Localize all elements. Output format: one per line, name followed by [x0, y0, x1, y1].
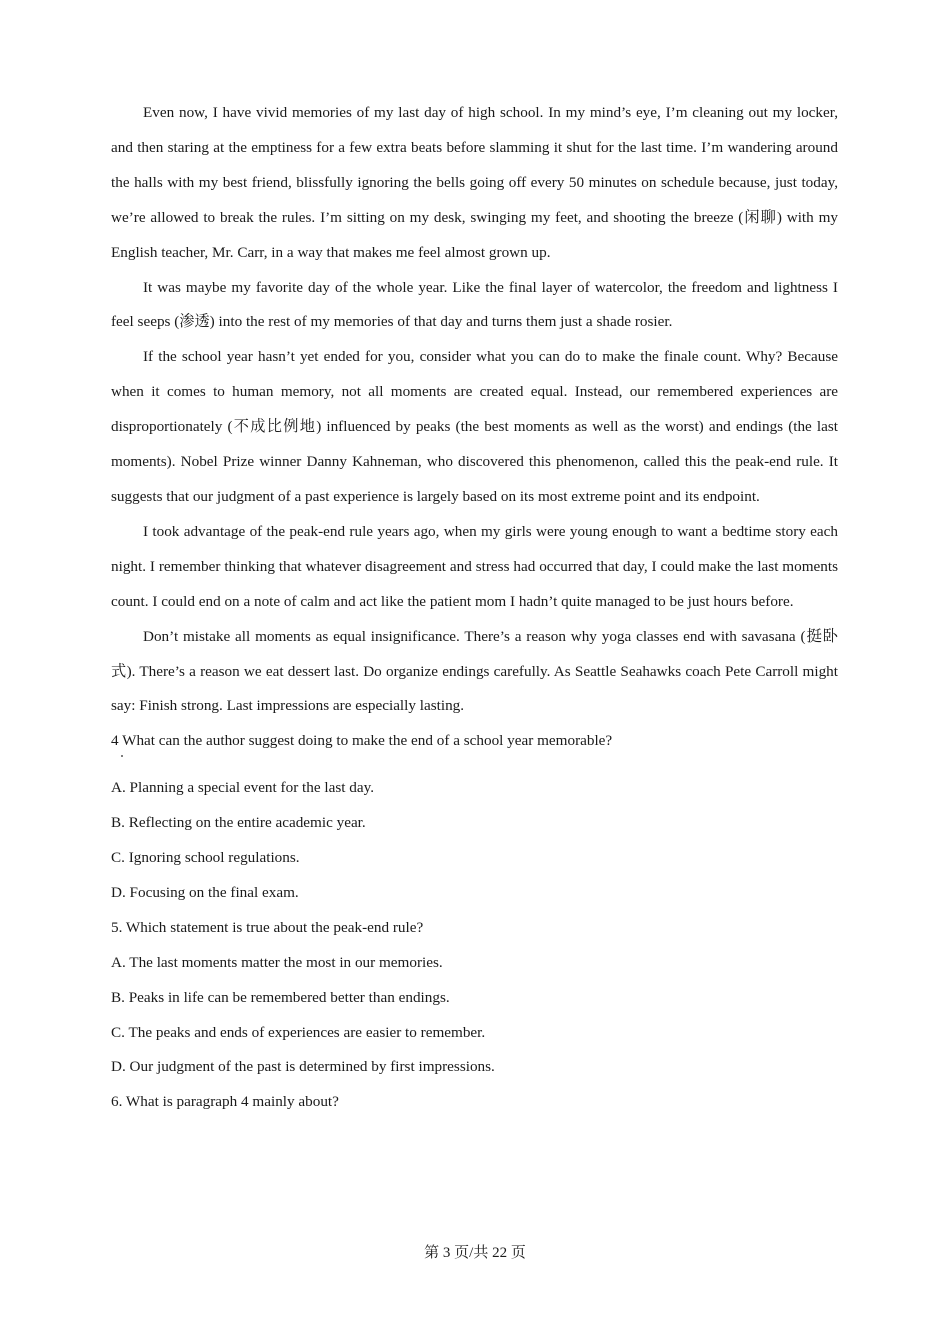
- option-a: A. The last moments matter the most in our memories.: [111, 953, 443, 971]
- option-c: C. The peaks and ends of experiences are easier to remember.: [111, 1023, 486, 1041]
- passage-paragraph-1: Even now, I have vivid memories of my last day of high school. In my mind’s eye, I’m cleaning out my locker, and then staring at the emptiness for a few extra beats before slamming it shut for the last time. I’m wandering around the halls with my best friend, blissfully ignoring the bells going off every 50 minutes on schedule because, just today, we’re allowed to break the rules. I’m sitting on my desk, swinging my feet, and shooting the breeze (闲聊) with my English teacher, Mr. Carr, in a way that makes me feel almost grown up.: [111, 104, 838, 261]
- question-5: [111, 911, 838, 1086]
- question-stem: 5. Which statement is true about the peak-end rule?: [111, 918, 424, 936]
- option-b: B. Reflecting on the entire academic year.: [111, 814, 366, 832]
- page-footer: 第 3 页/共 22 页: [424, 1245, 526, 1261]
- question-6: [111, 1085, 838, 1120]
- option-a: A. Planning a special event for the last day.: [111, 779, 375, 797]
- option-b: B. Peaks in life can be remembered better than endings.: [111, 988, 450, 1006]
- option-d: D. Focusing on the final exam.: [111, 883, 299, 901]
- reading-passage: [111, 96, 838, 724]
- option-d: D. Our judgment of the past is determined by first impressions.: [111, 1058, 495, 1076]
- question-stem: 6. What is paragraph 4 mainly about?: [111, 1093, 339, 1111]
- passage-paragraph-3: If the school year hasn’t yet ended for you, consider what you can do to make the finale count. Why? Because when it comes to human memory, not all moments are created equal. Instead, our remembered experiences are disproportionately (不成比例地) influenced by peaks (the best moments as well as the worst) and endings (the last moments). Nobel Prize winner Danny Kahneman, who discovered this phenomenon, called this the peak-end rule. It suggests that our judgment of a past experience is largely based on its most extreme point and its endpoint.: [111, 348, 838, 505]
- passage-paragraph-5: Don’t mistake all moments as equal insignificance. There’s a reason why yoga classes end with savasana (挺卧式). There’s a reason we eat dessert last. Do organize endings carefully. As Seattle Seahawks coach Pete Carroll might say: Finish strong. Last impressions are especially lasting.: [111, 627, 838, 715]
- question-4: [111, 724, 838, 911]
- question-stem: 4 What can the author suggest doing to make the end of a school year memorable?: [111, 732, 613, 750]
- passage-paragraph-2: It was maybe my favorite day of the whole year. Like the final layer of watercolor, the freedom and lightness I feel seeps (渗透) into the rest of my memories of that day and turns them just a shade rosier.: [111, 278, 838, 331]
- option-c: C. Ignoring school regulations.: [111, 849, 300, 867]
- document-page: [111, 96, 838, 1120]
- passage-paragraph-4: I took advantage of the peak-end rule years ago, when my girls were young enough to want a bedtime story each night. I remember thinking that whatever disagreement and stress had occurred that day, I could make the last moments count. I could end on a note of calm and act like the patient mom I hadn’t quite managed to be just hours before.: [111, 522, 838, 610]
- question-spacer: [111, 759, 838, 771]
